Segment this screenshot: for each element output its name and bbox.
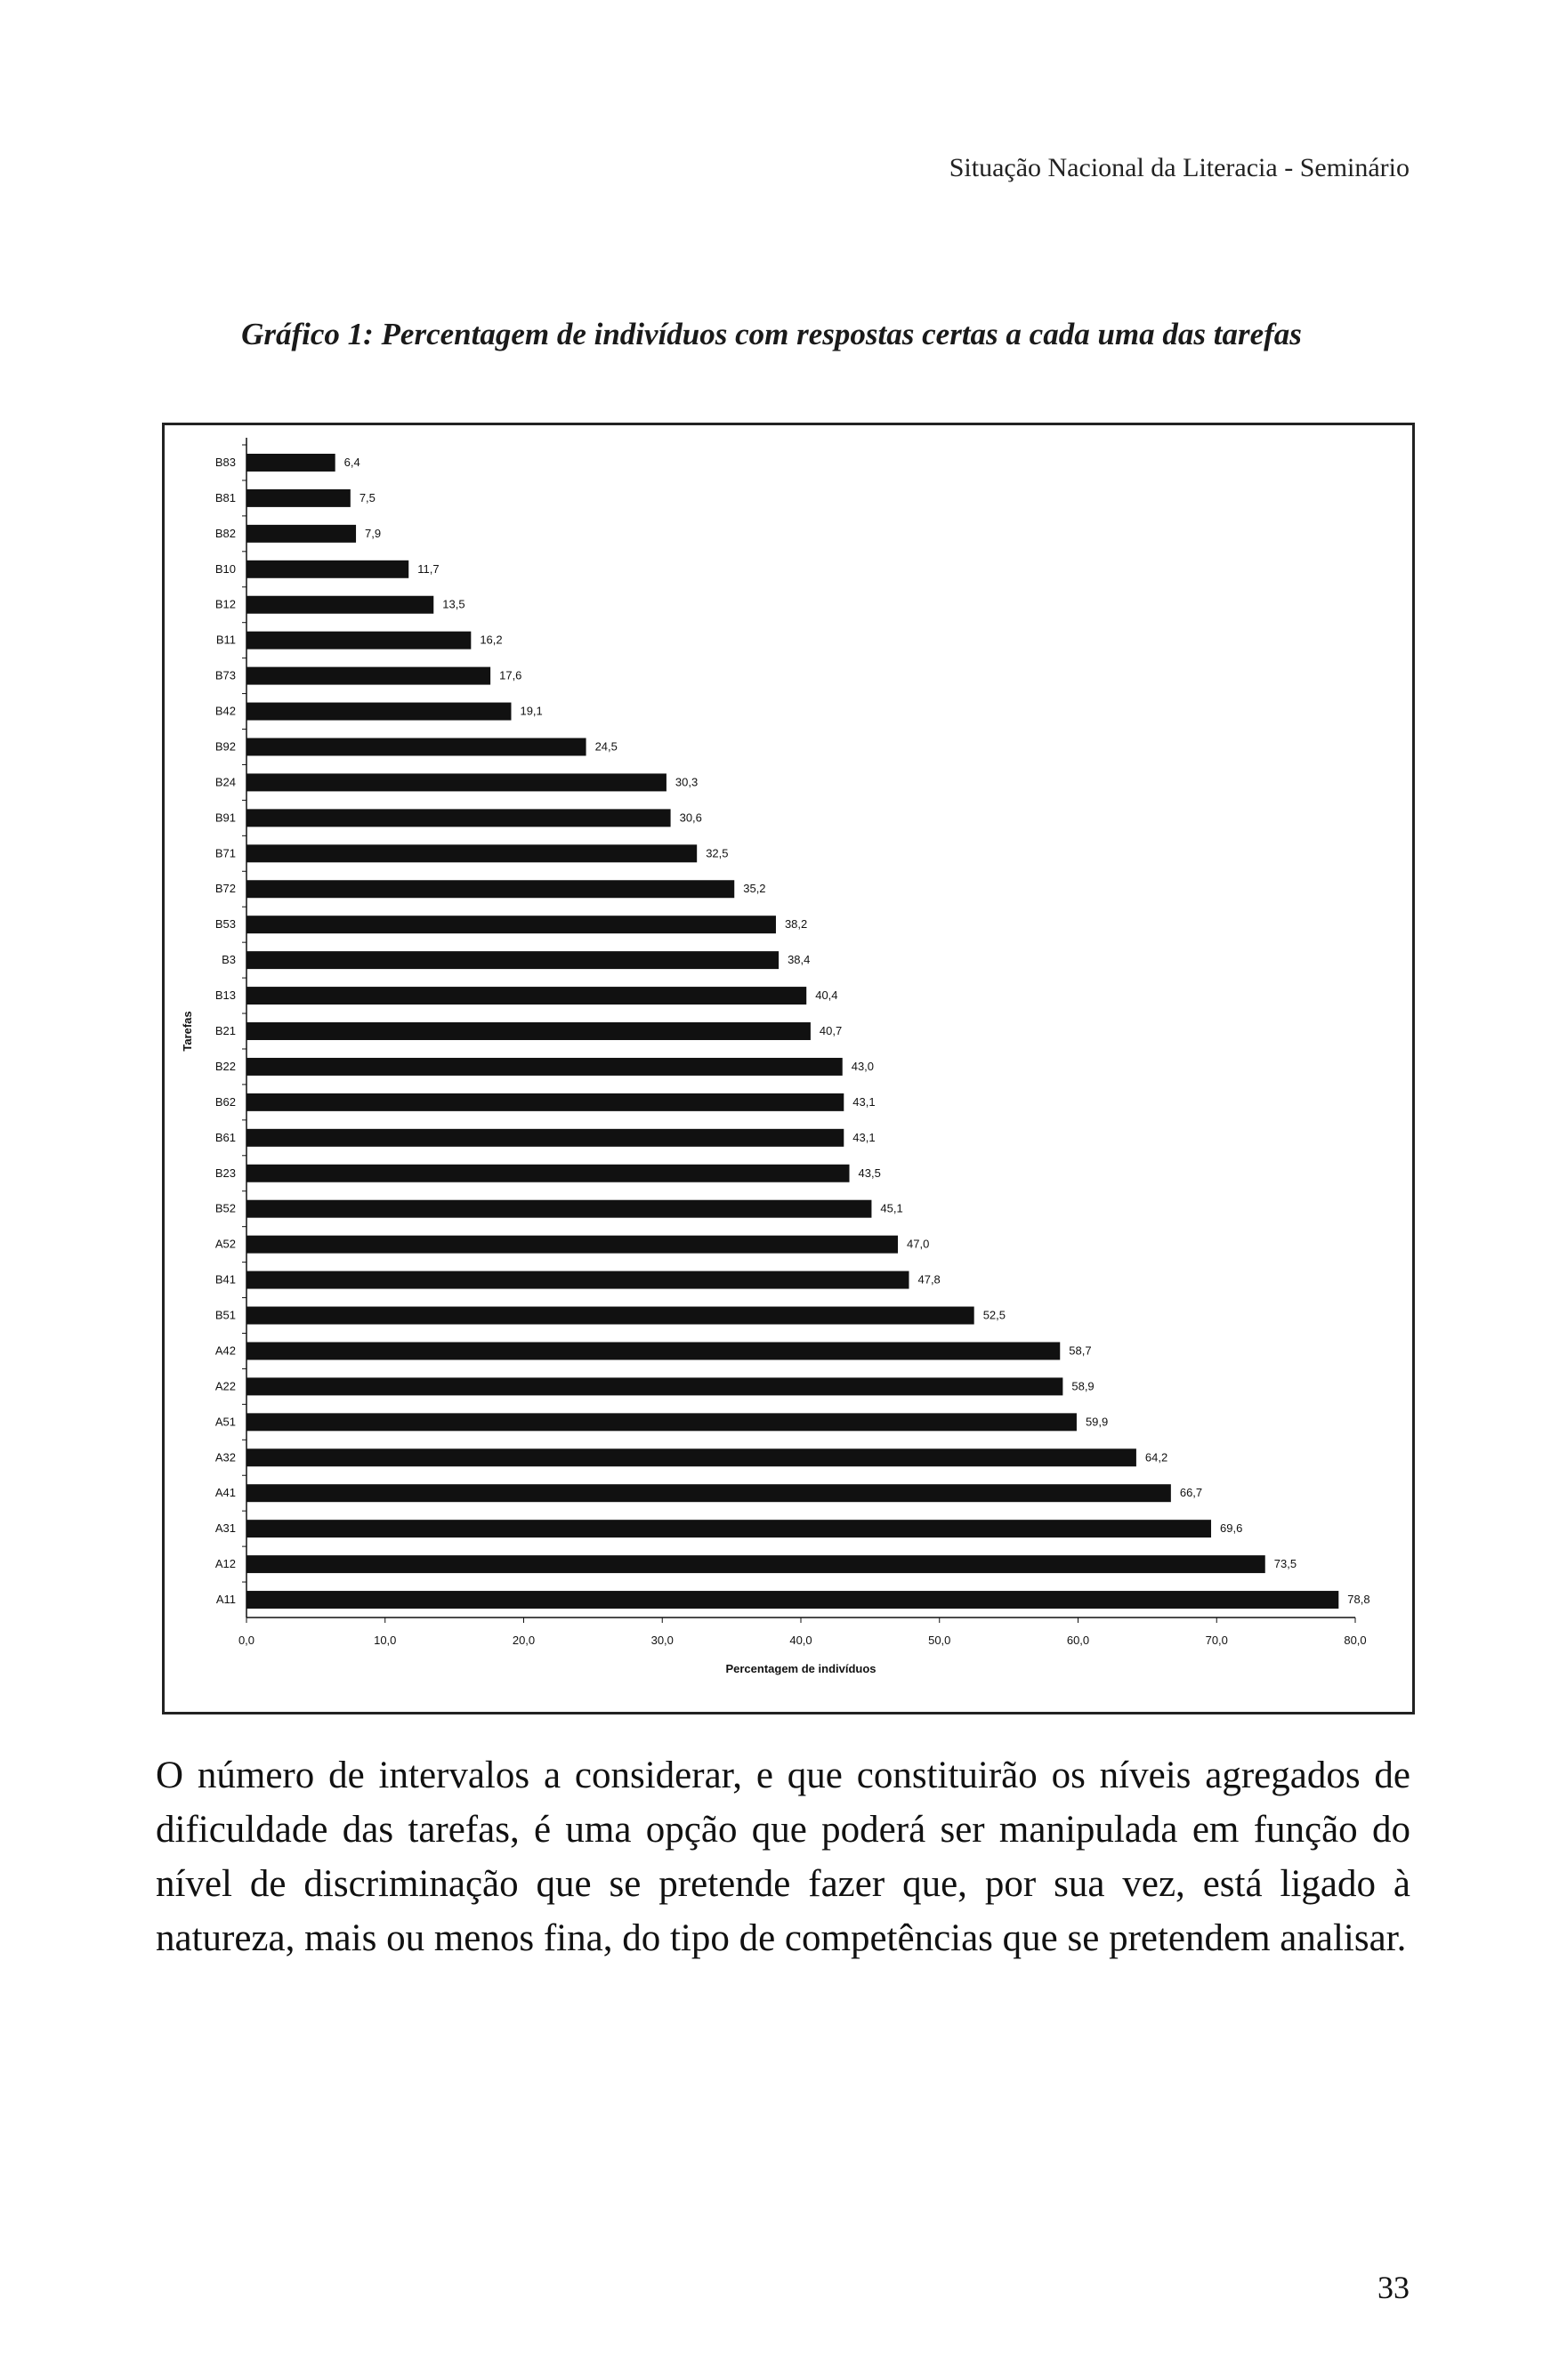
- value-label-a12: 73,5: [1273, 1557, 1297, 1571]
- bar-a51: [246, 1413, 1077, 1431]
- value-label-b42: 19,1: [520, 704, 543, 718]
- bar-b11: [246, 632, 471, 649]
- bar-a32: [246, 1448, 1136, 1466]
- category-label-a42: A42: [214, 1343, 236, 1358]
- category-label-b3: B3: [222, 953, 236, 967]
- category-label-b92: B92: [214, 739, 236, 754]
- value-label-b92: 24,5: [594, 739, 618, 754]
- category-label-b62: B62: [214, 1094, 236, 1109]
- value-label-a51: 59,9: [1085, 1415, 1109, 1429]
- category-label-b53: B53: [214, 917, 236, 932]
- running-header: Situação Nacional da Literacia - Seminário: [949, 153, 1410, 182]
- category-label-b73: B73: [214, 668, 236, 682]
- value-label-a42: 58,7: [1069, 1343, 1092, 1358]
- category-label-a12: A12: [214, 1557, 236, 1571]
- bar-a11: [246, 1591, 1338, 1609]
- value-label-a22: 58,9: [1071, 1379, 1095, 1393]
- category-label-b81: B81: [214, 490, 236, 504]
- x-tick-label: 30,0: [650, 1634, 674, 1647]
- value-label-b52: 45,1: [880, 1201, 903, 1215]
- bar-a31: [246, 1520, 1211, 1537]
- bar-b24: [246, 773, 666, 791]
- bar-b53: [246, 916, 776, 933]
- bar-b81: [246, 489, 351, 507]
- bar-a52: [246, 1236, 898, 1254]
- chart-frame: [162, 423, 1415, 1714]
- body-paragraph: O número de intervalos a considerar, e que constituirão os níveis agregados de dificuldade das tarefas, é uma opção que poderá ser manipulada em função do nível de discriminação que se pretende fazer que, por sua vez, está ligado à natureza, mais ou menos fina, do tipo de competências que se pretendem analisar.: [156, 1755, 1410, 1959]
- category-label-b24: B24: [214, 775, 236, 789]
- value-label-b82: 7,9: [365, 526, 382, 540]
- value-label-b22: 43,0: [851, 1059, 875, 1073]
- value-label-b24: 30,3: [675, 775, 699, 789]
- bar-b51: [246, 1307, 974, 1325]
- value-label-b83: 6,4: [343, 455, 360, 469]
- bar-b72: [246, 880, 734, 898]
- x-tick-label: 60,0: [1066, 1634, 1090, 1647]
- bar-b82: [246, 525, 356, 543]
- category-label-b13: B13: [214, 988, 236, 1003]
- x-tick-label: 40,0: [789, 1634, 812, 1647]
- category-label-a31: A31: [214, 1521, 236, 1536]
- value-label-a11: 78,8: [1347, 1593, 1370, 1607]
- bar-b12: [246, 596, 433, 614]
- bar-b62: [246, 1093, 844, 1111]
- value-label-a41: 66,7: [1179, 1486, 1203, 1500]
- category-label-a11: A11: [215, 1593, 236, 1607]
- value-label-b23: 43,5: [858, 1166, 881, 1180]
- value-label-b73: 17,6: [499, 668, 522, 682]
- x-tick-label: 80,0: [1344, 1634, 1367, 1647]
- value-label-b91: 30,6: [679, 811, 702, 825]
- category-label-b11: B11: [215, 633, 236, 647]
- category-label-b83: B83: [214, 455, 236, 469]
- figure-caption: Gráfico 1: Percentagem de indivíduos com respostas certas a cada uma das tarefas: [241, 317, 1302, 351]
- category-label-b12: B12: [214, 597, 236, 611]
- category-label-b10: B10: [214, 561, 236, 576]
- category-label-b23: B23: [214, 1166, 236, 1180]
- bar-b83: [246, 454, 335, 472]
- category-label-a52: A52: [214, 1237, 236, 1251]
- page-number: 33: [1377, 2270, 1410, 2305]
- value-label-a52: 47,0: [907, 1237, 930, 1251]
- x-tick-label: 70,0: [1205, 1634, 1228, 1647]
- bar-a12: [246, 1555, 1265, 1573]
- y-axis-title: Tarefas: [181, 1011, 194, 1052]
- value-label-b81: 7,5: [359, 490, 376, 504]
- category-label-a41: A41: [214, 1486, 236, 1500]
- bar-a22: [246, 1377, 1062, 1395]
- value-label-a31: 69,6: [1220, 1521, 1243, 1536]
- value-label-b21: 40,7: [819, 1024, 843, 1037]
- value-label-b71: 32,5: [706, 846, 729, 860]
- value-label-b12: 13,5: [442, 597, 465, 611]
- x-tick-label: 0,0: [238, 1634, 255, 1647]
- bar-b23: [246, 1165, 850, 1182]
- value-label-b51: 52,5: [982, 1308, 1006, 1322]
- bar-b52: [246, 1200, 871, 1218]
- value-label-b53: 38,2: [784, 917, 808, 932]
- category-label-b82: B82: [214, 526, 236, 540]
- bar-b91: [246, 809, 671, 827]
- category-label-b21: B21: [214, 1024, 236, 1037]
- category-label-b22: B22: [214, 1059, 236, 1073]
- category-label-b72: B72: [214, 882, 236, 896]
- bar-b61: [246, 1129, 844, 1147]
- value-label-b11: 16,2: [480, 633, 503, 647]
- bar-b10: [246, 561, 408, 578]
- category-label-b61: B61: [214, 1130, 236, 1144]
- category-label-b51: B51: [214, 1308, 236, 1322]
- bar-a42: [246, 1342, 1060, 1359]
- bar-b3: [246, 951, 779, 969]
- value-label-b3: 38,4: [788, 953, 811, 967]
- bar-b73: [246, 667, 490, 685]
- category-label-a51: A51: [214, 1415, 236, 1429]
- value-label-b62: 43,1: [852, 1094, 876, 1109]
- bar-chart: [165, 425, 1412, 1712]
- bar-b42: [246, 703, 511, 721]
- x-tick-label: 50,0: [928, 1634, 951, 1647]
- bar-b21: [246, 1022, 811, 1040]
- bar-b13: [246, 987, 806, 1004]
- bar-b22: [246, 1058, 843, 1076]
- bar-a41: [246, 1484, 1171, 1502]
- category-label-b52: B52: [214, 1201, 236, 1215]
- bar-b71: [246, 844, 697, 862]
- category-label-a32: A32: [214, 1450, 236, 1464]
- x-tick-label: 10,0: [374, 1634, 397, 1647]
- category-label-b71: B71: [214, 846, 236, 860]
- category-label-a22: A22: [214, 1379, 236, 1393]
- category-label-b42: B42: [214, 704, 236, 718]
- x-axis-title: Percentagem de indivíduos: [725, 1662, 877, 1675]
- bar-b92: [246, 738, 586, 756]
- value-label-b72: 35,2: [743, 882, 766, 896]
- value-label-b10: 11,7: [417, 561, 440, 576]
- value-label-a32: 64,2: [1144, 1450, 1168, 1464]
- category-label-b91: B91: [214, 811, 236, 825]
- x-tick-label: 20,0: [512, 1634, 536, 1647]
- category-label-b41: B41: [214, 1272, 236, 1287]
- value-label-b41: 47,8: [917, 1272, 941, 1287]
- bar-b41: [246, 1271, 909, 1289]
- value-label-b13: 40,4: [815, 988, 838, 1003]
- value-label-b61: 43,1: [852, 1130, 876, 1144]
